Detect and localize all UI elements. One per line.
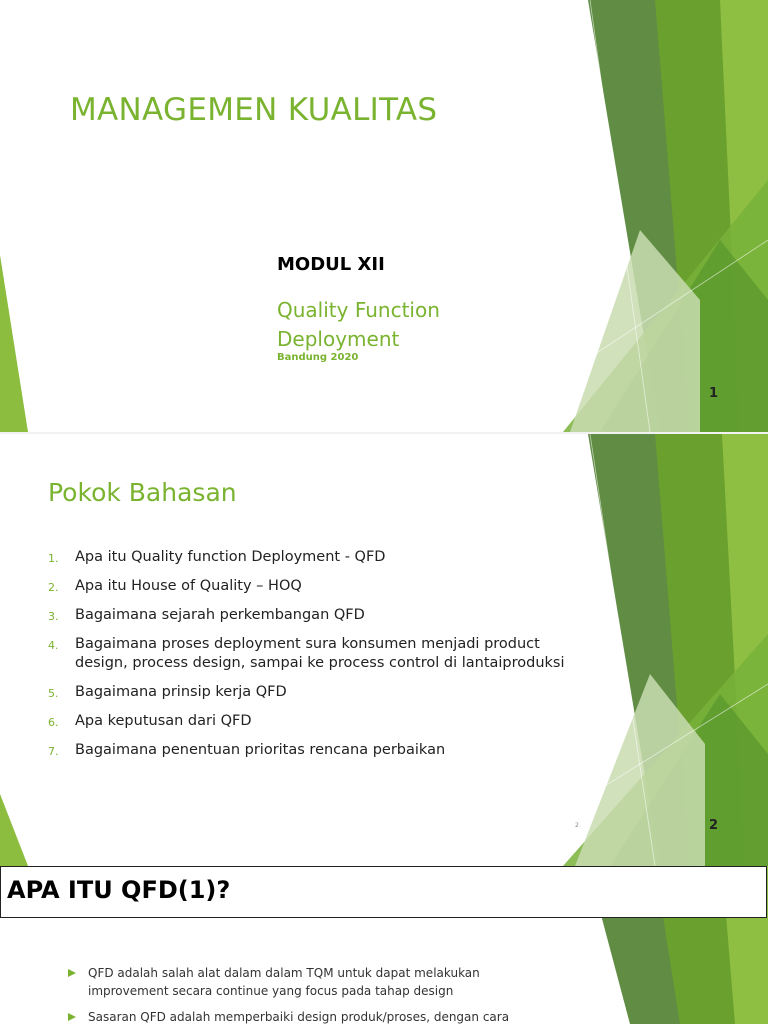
bullet-list <box>66 964 546 1024</box>
page-number: 1 <box>709 386 719 401</box>
green-decoration <box>0 0 768 432</box>
presentation-title: MANAGEMEN KUALITAS <box>70 92 438 128</box>
list-item: Bagaimana penentuan prioritas rencana perbaikan <box>75 742 446 758</box>
list-item: Sasaran QFD adalah memperbaiki design produk/proses, dengan cara <box>66 1008 546 1024</box>
slide-1 <box>0 0 768 432</box>
list-item: Bagaimana prinsip kerja QFD <box>75 684 287 700</box>
subtitle-line-1: Quality Function <box>277 298 440 322</box>
slide-3 <box>0 866 768 1024</box>
slide-2 <box>0 434 768 866</box>
list-item: Apa keputusan dari QFD <box>75 713 252 729</box>
list-item: Apa itu House of Quality – HOQ <box>75 578 302 594</box>
list-item: Bagaimana proses deployment sura konsumen menjadi product design, process design, sampai ke process control di lantaiproduksi <box>75 636 565 671</box>
slide-title: Pokok Bahasan <box>48 478 237 507</box>
place-year: Bandung 2020 <box>277 352 359 363</box>
list-item: QFD adalah salah alat dalam dalam TQM untuk dapat melakukan improvement secara continue yang focus pada tahap design <box>66 964 546 1000</box>
list-item: Bagaimana sejarah perkembangan QFD <box>75 607 365 623</box>
topic-list <box>48 548 568 770</box>
page-number: 2 <box>709 818 719 833</box>
small-slide-number: 2 <box>575 822 579 829</box>
module-label: MODUL XII <box>277 254 385 275</box>
subtitle-line-2: Deployment <box>277 327 400 351</box>
presentation-subtitle <box>277 296 440 354</box>
slide-header <box>0 866 767 918</box>
slide-title: APA ITU QFD(1)? <box>7 876 231 904</box>
list-item: Apa itu Quality function Deployment - QFD <box>75 549 386 565</box>
